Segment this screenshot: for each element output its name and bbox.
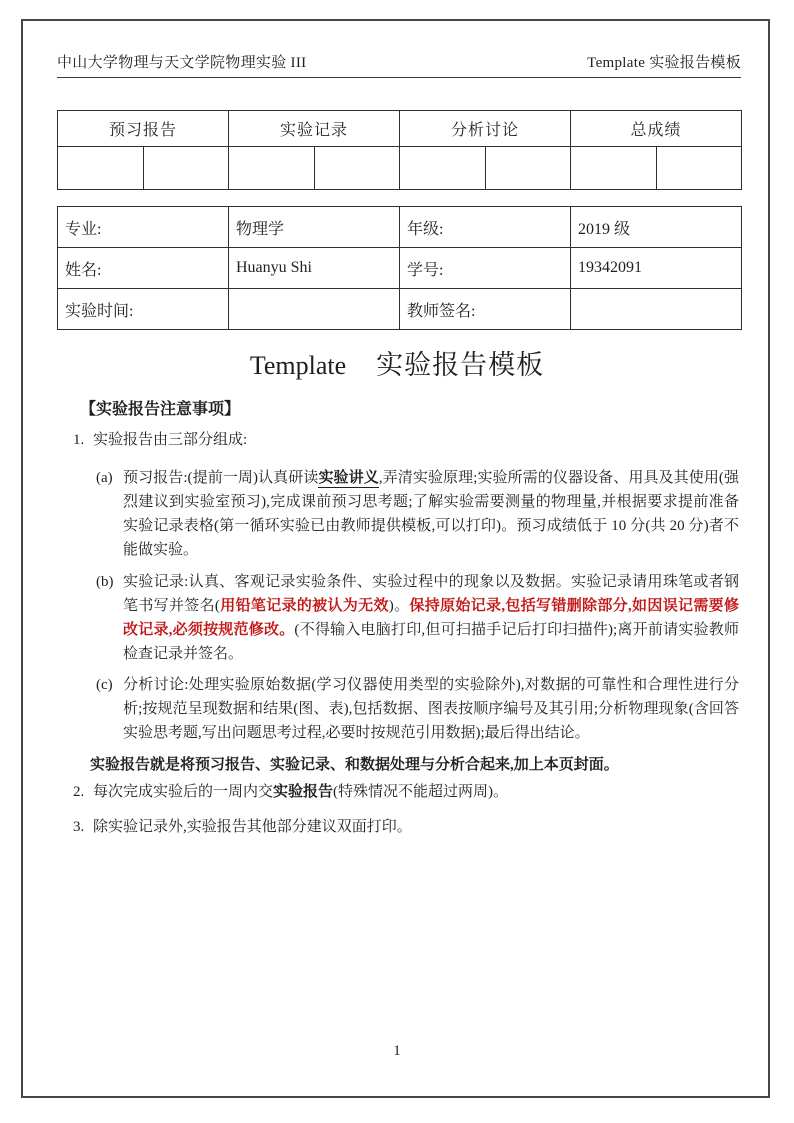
item-a-text-1: 预习报告:(提前一周)认真研读: [123, 470, 319, 486]
score-header-total: 总成绩: [571, 111, 742, 147]
item-b-text-3: (不得输入电脑打印,但可扫描手记后打印扫描件);离开前请实验教师检查记录并签名。: [123, 622, 739, 662]
score-cell-empty: [656, 147, 742, 190]
score-header-analysis: 分析讨论: [400, 111, 571, 147]
notice-item-1: [73, 428, 247, 452]
item-2-text-2: (特殊情况不能超过两周)。: [333, 784, 509, 800]
running-header: [57, 51, 741, 78]
info-value-teacher-sign: [571, 289, 742, 330]
header-report-name: Template 实验报告模板: [587, 55, 741, 71]
student-info-table: [57, 206, 742, 330]
header-course-name: 中山大学物理与天文学院物理实验 III: [57, 55, 307, 71]
info-label-major: 专业:: [58, 207, 229, 248]
notice-item-a: [96, 466, 739, 562]
item-3-text: 除实验记录外,实验报告其他部分建议双面打印。: [93, 819, 412, 835]
info-value-studentid: 19342091: [571, 248, 742, 289]
item-a-emphasis-lecture-notes: 实验讲义: [318, 470, 379, 486]
info-value-grade: 2019 级: [571, 207, 742, 248]
item-2-text-1: 每次完成实验后的一周内交: [93, 784, 274, 800]
score-cell-empty: [571, 147, 657, 190]
score-cell-empty: [485, 147, 571, 190]
info-label-name: 姓名:: [58, 248, 229, 289]
info-label-teacher-sign: 教师签名:: [400, 289, 571, 330]
score-cell-empty: [400, 147, 486, 190]
info-row-major: [58, 207, 742, 248]
item-2-number: 2.: [73, 784, 85, 800]
item-c-text: 分析讨论:处理实验原始数据(学习仪器使用类型的实验除外),对数据的可靠性和合理性进行分析;按规范呈现数据和结果(图、表),包括数据、图表按顺序编号及其引用;分析物理现象(含回答实验思考题,写出问题思考过程,必要时按规范引用数据);最后得出结论。: [123, 677, 739, 741]
score-blank-row: [58, 147, 742, 190]
info-label-exp-time: 实验时间:: [58, 289, 229, 330]
item-a-text-2: ,弄清实验原理;实验所需的仪器设备、用具及其使用(强烈建议到实验室预习),完成课前预习思考题;了解实验需要测量的物理量,并根据要求提前准备实验记录表格(第一循环实验已由教师提供模板,可以打印)。预习成绩低于 10 分(共 20 分)者不能做实验。: [123, 470, 739, 558]
item-b-text-2: )。: [388, 598, 410, 614]
score-table: [57, 110, 742, 190]
item-b-red-warning-2: 保持原始记录,包括写错删除部分,如因误记需要修改记录,必须按规范修改。: [123, 598, 739, 638]
notice-heading: 【实验报告注意事项】: [80, 401, 241, 418]
item-a-label: (a): [96, 470, 113, 486]
score-cell-empty: [58, 147, 144, 190]
info-label-studentid: 学号:: [400, 248, 571, 289]
item-c-label: (c): [96, 677, 113, 693]
info-row-time: [58, 289, 742, 330]
notice-item-b: [96, 570, 739, 666]
score-header-preview: 预习报告: [58, 111, 229, 147]
info-value-name: Huanyu Shi: [229, 248, 400, 289]
item-b-text-1: 实验记录:认真、客观记录实验条件、实验过程中的现象以及数据。实验记录请用珠笔或者钢笔书写并签名(: [123, 574, 739, 614]
notice-item-c: [96, 673, 739, 745]
info-label-grade: 年级:: [400, 207, 571, 248]
score-header-row: [58, 111, 742, 147]
notice-summary-bold: 实验报告就是将预习报告、实验记录、和数据处理与分析合起来,加上本页封面。: [90, 757, 619, 773]
report-title-latin: Template: [249, 351, 347, 380]
score-cell-empty: [143, 147, 229, 190]
report-title-chinese: 实验报告模板: [376, 350, 545, 380]
info-value-exp-time: [229, 289, 400, 330]
report-title: [0, 343, 794, 382]
item-1-text: 实验报告由三部分组成:: [93, 432, 248, 448]
info-row-name: [58, 248, 742, 289]
item-b-red-warning-1: 用铅笔记录的被认为无效: [219, 598, 389, 614]
item-2-emphasis-report: 实验报告: [273, 784, 334, 800]
item-3-number: 3.: [73, 819, 85, 835]
item-b-label: (b): [96, 574, 114, 590]
notice-item-2: [73, 780, 508, 804]
score-cell-empty: [314, 147, 400, 190]
item-1-number: 1.: [73, 432, 85, 448]
page-number: 1: [393, 1043, 401, 1059]
notice-item-3: [73, 815, 412, 839]
info-value-major: 物理学: [229, 207, 400, 248]
score-header-record: 实验记录: [229, 111, 400, 147]
score-cell-empty: [229, 147, 315, 190]
